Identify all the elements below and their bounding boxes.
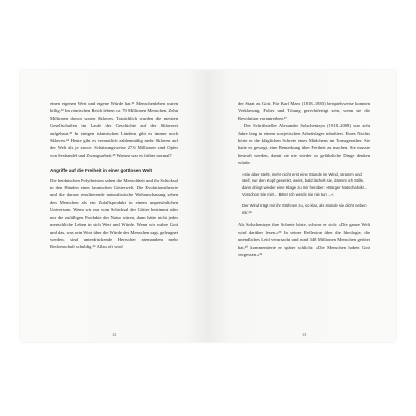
block-quote — [242, 172, 370, 217]
left-page — [20, 70, 208, 342]
paragraph: der Staat zu Gott. Für Karl Marx (1818–1883) beispielsweise konnten Verklavung, Folter und Tötung gerechtfertigt sein, wenn sie die Revolution vorantreiben.²⁷ — [238, 101, 370, 121]
page-number: 12 — [112, 332, 117, 337]
paragraph: Der Schriftsteller Alexander Solschenizyn (1918–2008) war acht Jahre lang in einem sowjetischen Arbeitslager inhaftiert. Eines Nachts hörte er die kläglichen Schreie eines Mädchens im Tornagerather. Sie hatte es gewagt, eine Bemerkung über Freiheit zu machen. Sie musste bestraft werden, damit sie nie wieder so gefährliche Dinge denken würde. — [238, 123, 370, 166]
quote-paragraph: Der Wind trägt mir ihr Stöhnen zu, so klar, als stünde sie dicht neben mir.²⁸ — [242, 202, 367, 215]
book-spread — [20, 70, 396, 342]
paragraph: Die heidnischen Polytheisten sahen die Menschheit und ihr Schicksal in den Händen einer launischen Götterwelt. Die Evolutionstheorie und die daraus resultierende naturalistische Weltanschauung sehen den Menschen als ein Zufallsprodukt in einem unpersönlichen Universum. Wenn wir nur vom Schicksal der Götter bestimmt oder nur die zufälligen Produkte der Natur wären, dann hätte nicht jedes menschliche Leben in sich Wert und Würde. Wenn wir wahre Gott und das, was sein Wort über die Würde des Menschen sagt, geleugnet werden, sind unterdrückende Herrscher niemandem mehr Rechenschaft schuldig.²⁶ Allzu oft wird — [50, 177, 178, 250]
left-page-text — [50, 100, 178, 251]
paragraph: Als Solschenizyn ihre Schreie hörte, schwor er sich: »Die ganze Welt wird darüber lesen.«²⁹ In seiner Reflexion über die Ideologie, die unendliches Leid verursacht und rund 348 Millionen Menschen getötet hat,³⁰ kommentierte er später schlicht: »Die Menschen haben Gott vergessen.«³¹ — [238, 222, 370, 258]
right-page-text — [238, 100, 370, 258]
quote-paragraph: »Sie aber steht, mehr nicht erst eine Stunde im Wind, stramm und steif, nur den Kopf gesenkt, weint, bald lächelt sie, dämmt ich Stille, dann dringt wieder eine Klage zu mir herüber: »Bürger Natschalnik!... Vorschon Sie mir!... Bitte! Ich werds nie nie tun ...« — [242, 171, 368, 198]
right-page — [208, 70, 396, 342]
paragraph: einen eigenen Wert und eigene Würde hat.²¹ Menschenleben waren billig.²² Im römischen Reich lebten ca. 70 Millionen Menschen. Zehn Millionen davon waren Sklaven. Tatsächlich wurden die meisten Gesellschaften im Laufe der Geschichte auf der Sklaverei aufgebaut.²³ In einigen islamischen Ländern gibt es immer noch Sklaven.²⁴ Heute gibt es vermutlich zahlenmäßig mehr Sklaven auf der Welt als je zuvor: Schätzungsweise 27.6 Millionen sind Opfer von Sexhandel und Zwangsarbeit.²⁵ Warum war es früher normal? — [50, 101, 178, 158]
section-heading: Angriffe auf die Freiheit in einer gottlosen Welt — [50, 168, 153, 174]
page-number: 13 — [302, 332, 307, 337]
